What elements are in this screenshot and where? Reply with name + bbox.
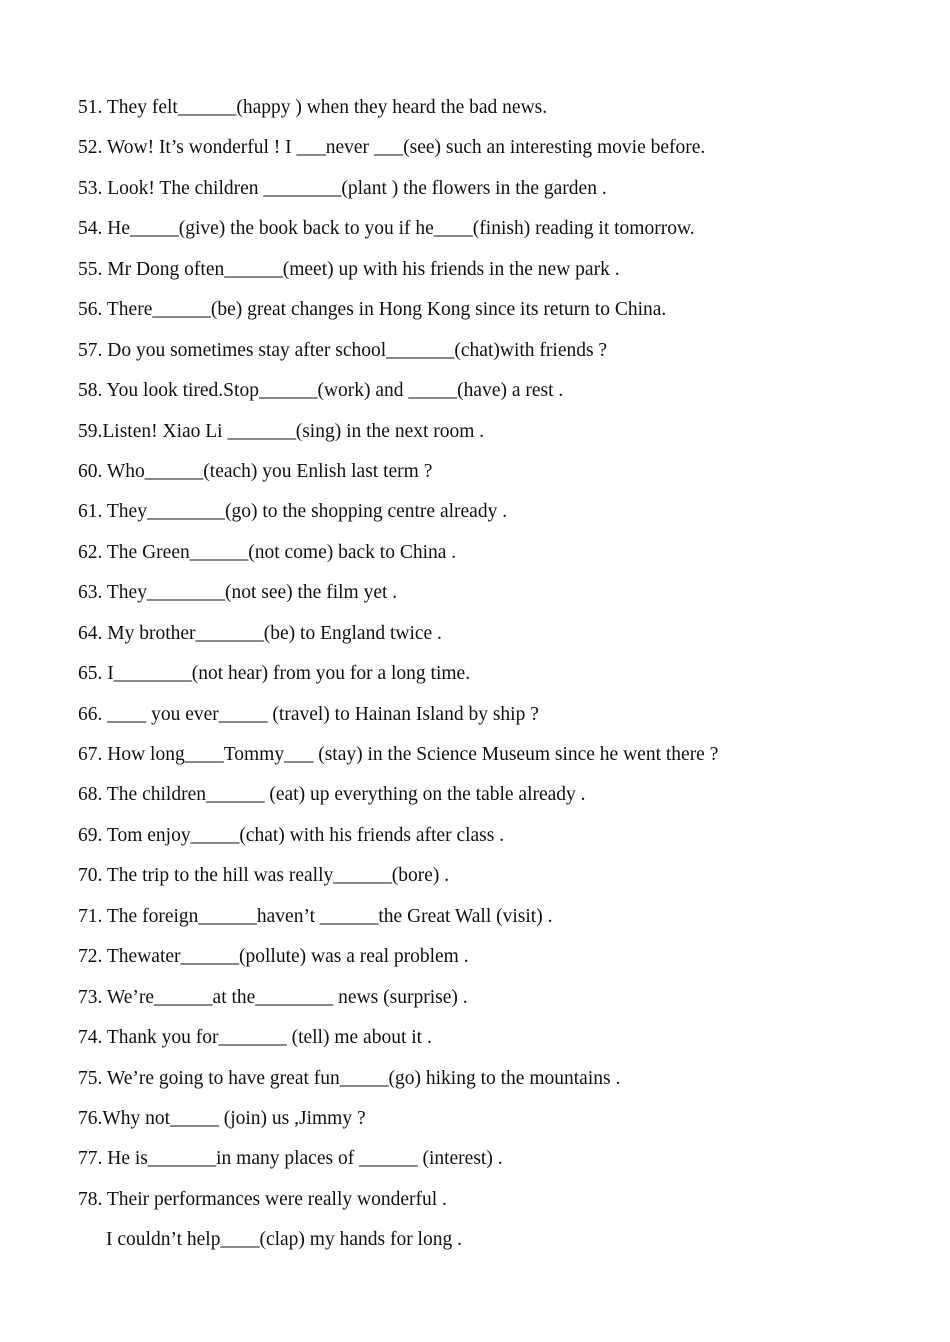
exercise-51: 51. They felt______(happy ) when they heard the bad news. bbox=[78, 97, 548, 118]
exercise-sheet bbox=[78, 88, 918, 1261]
exercise-77: 77. He is_______in many places of ______ (interest) . bbox=[78, 1148, 503, 1170]
exercise-56: 56. There______(be) great changes in Hong Kong since its return to China. bbox=[78, 299, 667, 321]
exercise-60: 60. Who______(teach) you Enlish last term ? bbox=[78, 460, 433, 482]
exercise-67: 67. How long____Tommy___ (stay) in the Science Museum since he went there ? bbox=[78, 744, 719, 765]
exercise-66: 66. ____ you ever_____ (travel) to Hainan Island by ship ? bbox=[78, 703, 539, 725]
exercise-70: 70. The trip to the hill was really______(bore) . bbox=[78, 865, 450, 887]
exercise-68: 68. The children______ (eat) up everything on the table already . bbox=[78, 784, 586, 806]
exercise-55: 55. Mr Dong often______(meet) up with his friends in the new park . bbox=[78, 258, 620, 280]
exercise-75: 75. We’re going to have great fun_____(go) hiking to the mountains . bbox=[78, 1067, 621, 1089]
exercise-59: 59.Listen! Xiao Li _______(sing) in the next room . bbox=[78, 420, 485, 442]
exercise-53: 53. Look! The children ________(plant ) the flowers in the garden . bbox=[78, 177, 607, 199]
exercise-78-continuation: I couldn’t help____(clap) my hands for long . bbox=[106, 1229, 462, 1251]
exercise-57: 57. Do you sometimes stay after school_______(chat)with friends ? bbox=[78, 339, 608, 361]
exercise-62: 62. The Green______(not come) back to China . bbox=[78, 541, 457, 563]
exercise-78: 78. Their performances were really wonderful . bbox=[78, 1188, 447, 1210]
exercise-74: 74. Thank you for_______ (tell) me about it . bbox=[78, 1027, 432, 1049]
exercise-72: 72. Thewater______(pollute) was a real problem . bbox=[78, 946, 469, 968]
exercise-61: 61. They________(go) to the shopping centre already . bbox=[78, 501, 508, 523]
exercise-64: 64. My brother_______(be) to England twice . bbox=[78, 622, 442, 644]
exercise-71: 71. The foreign______haven’t ______the Great Wall (visit) . bbox=[78, 905, 553, 927]
exercise-73: 73. We’re______at the________ news (surprise) . bbox=[78, 986, 468, 1008]
exercise-58: 58. You look tired.Stop______(work) and _____(have) a rest . bbox=[78, 380, 564, 402]
exercise-63: 63. They________(not see) the film yet . bbox=[78, 582, 398, 604]
exercise-65: 65. I________(not hear) from you for a long time. bbox=[78, 663, 471, 685]
exercise-54: 54. He_____(give) the book back to you if he____(finish) reading it tomorrow. bbox=[78, 218, 695, 240]
exercise-76: 76.Why not_____ (join) us ,Jimmy ? bbox=[78, 1107, 366, 1129]
exercise-69: 69. Tom enjoy_____(chat) with his friends after class . bbox=[78, 824, 505, 846]
exercise-52: 52. Wow! It’s wonderful ! I ___never ___(see) such an interesting movie before. bbox=[78, 137, 706, 159]
